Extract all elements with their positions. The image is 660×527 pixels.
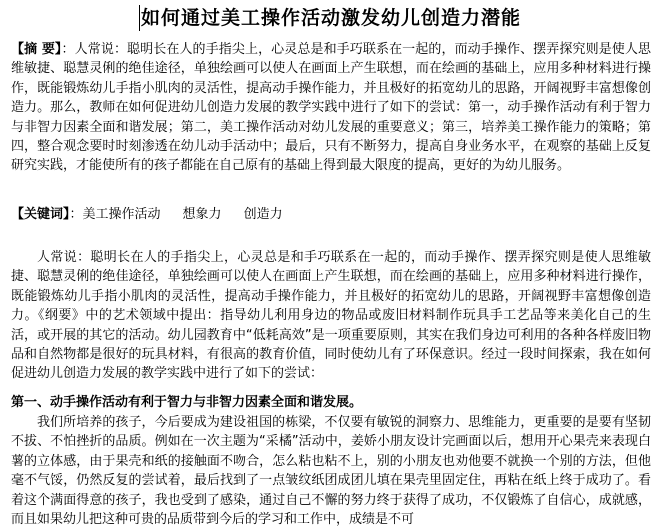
abstract-text: ：人常说：聪明长在人的手指尖上，心灵总是和手巧联系在一起的，而动手操作、摆弄探究则是使人思维敏捷、聪慧灵俐的绝佳途径，单独绘画可以使人在画面上产生联想，而在绘画的基础上，应用多种材料进行操作，既能锻炼幼儿手指小肌肉的灵活性，提高动手操作能力，并且极好的拓宽幼儿的思路，开阔视野丰富想像创造力。那么，教师在如何促进幼儿创造力发展的教学实践中进行了如下的尝试：第一，动手操作活动有利于智力与非智力因素全面和谐发展；第二，美工操作活动对幼儿发展的重要意义；第三，培养美工操作能力的策略；第四，整合观念要时时刻渗透在幼儿动手活动中；最后，只有不断努力，提高自身业务水平，在观察的基础上反复研究实践，才能使所有的孩子都能在自己原有的基础上得到最大限度的提高，更好的为幼儿服务。 xyxy=(11,42,651,174)
keyword-item: 创造力 xyxy=(243,207,283,222)
keywords-paragraph xyxy=(11,205,651,224)
section-heading-1: 第一、动手操作活动有利于智力与非智力因素全面和谐发展。 xyxy=(11,395,363,410)
document-title: 如何通过美工操作活动激发幼儿创造力潜能 xyxy=(140,7,521,29)
title-row xyxy=(0,5,660,33)
keywords-label: 【关键词】 xyxy=(11,207,70,222)
body-paragraph-intro: 人常说：聪明长在人的手指尖上，心灵总是和手巧联系在一起的，而动手操作、摆弄探究则是使人思维敏捷、聪慧灵俐的绝佳途径，单独绘画可以使人在画面上产生联想，而在绘画的基础上，应用多种材料进行操作，既能锻炼幼儿手指小肌肉的灵活性，提高动手操作能力，并且极好的拓宽幼儿的思路，开阔视野丰富想像创造力。《纲要》中的艺术领域中提出：指导幼儿利用身边的物品或废旧材料制作玩具手工艺品等来美化自己的生活，或开展的其它的活动。幼儿园教育中“低耗高效”是一项重要原则，其实在我们身边可利用的各种各样废旧物品和自然物都是很好的玩具材料，有很高的教育价值，同时使幼儿有了环保意识。经过一段时间探索，我在如何促进幼儿创造力发展的教学实践中进行了如下的尝试： xyxy=(11,250,651,382)
body-paragraph-section-1: 我们所培养的孩子，今后要成为建设祖国的栋梁，不仅要有敏锐的洞察力、思维能力，更重要的是要有坚韧不拔、不怕挫折的品质。例如在一次主题为“采橘”活动中，姜娇小朋友设计完画面以后，想用开心果壳来表现白薯的立体感，由于果壳和纸的接触面不吻合，怎么粘也粘不上，别的小朋友也劝他要不就换一个别的方法，但他毫不气馁，仍然反复的尝试着，最后找到了一点皱纹纸团成团儿填在果壳里固定住，再粘在纸上终于成功了。看着这个满面得意的孩子，我也受到了感染，通过自己不懈的努力终于获得了成功，不仅锻炼了自信心，成就感，而且如果幼儿把这种可贵的品质带到今后的学习和工作中，成绩是不可 xyxy=(11,415,651,527)
keyword-item: 想象力 xyxy=(182,207,222,222)
keywords-separator: ： xyxy=(69,207,83,222)
text-cursor xyxy=(139,5,140,31)
keyword-item: 美工操作活动 xyxy=(82,207,161,222)
abstract-paragraph xyxy=(11,40,651,176)
abstract-label: 【摘 要】 xyxy=(11,42,62,57)
